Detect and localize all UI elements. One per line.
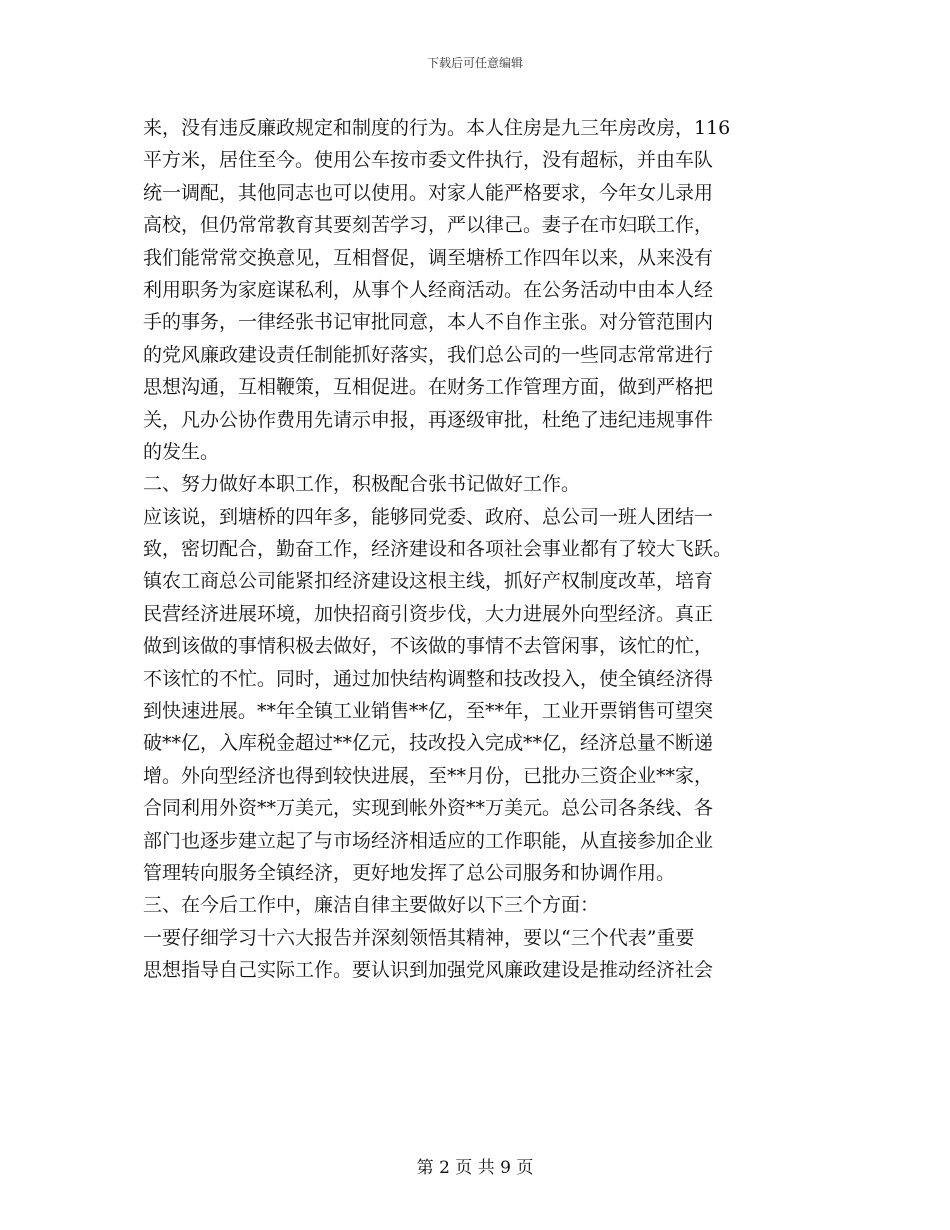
- text-line: 关，凡办公协作费用先请示申报，再逐级审批，杜绝了违纪违规事件: [143, 408, 714, 431]
- text-line: 的发生。: [143, 440, 220, 463]
- text-line: 民营经济进展环境，加快招商引资步伐，大力进展外向型经济。真正: [143, 602, 714, 625]
- text-line: 的党风廉政建设责任制能抓好落实，我们总公司的一些同志常常进行: [143, 343, 714, 366]
- section-heading: 三、在今后工作中，廉洁自律主要做好以下三个方面：: [143, 894, 600, 917]
- text-line: 增。外向型经济也得到较快进展，至**月份，已批办三资企业**家，: [143, 764, 714, 787]
- section-heading: 二、努力做好本职工作，积极配合张书记做好工作。: [143, 473, 581, 496]
- text-line: 统一调配，其他同志也可以使用。对家人能严格要求，今年女儿录用: [143, 181, 714, 204]
- text-line: 到快速进展。**年全镇工业销售**亿，至**年，工业开票销售可望突: [143, 700, 714, 723]
- text-line: 利用职务为家庭谋私利，从事个人经商活动。在公务活动中由本人经: [143, 278, 714, 301]
- text-line: 管理转向服务全镇经济，更好地发挥了总公司服务和协调作用。: [143, 861, 676, 884]
- text-line: 破**亿，入库税金超过**亿元，技改投入完成**亿，经济总量不断递: [143, 732, 714, 755]
- text-line: 部门也逐步建立起了与市场经济相适应的工作职能，从直接参加企业: [143, 829, 714, 852]
- text-line: 手的事务，一律经张书记审批同意，本人不自作主张。对分管范围内: [143, 311, 714, 334]
- text-line: 平方米，居住至今。使用公车按市委文件执行，没有超标，并由车队: [143, 149, 714, 172]
- text-line: 不该忙的不忙。同时，通过加快结构调整和技改投入，使全镇经济得: [143, 667, 714, 690]
- page-header: 下载后可任意编辑: [426, 56, 523, 70]
- text-line: 思想沟通，互相鞭策，互相促进。在财务工作管理方面，做到严格把: [143, 376, 714, 399]
- text-line: 镇农工商总公司能紧扣经济建设这根主线，抓好产权制度改革，培育: [143, 570, 714, 593]
- text-line: 来，没有违反廉政规定和制度的行为。本人住房是九三年房改房，116: [143, 117, 731, 139]
- text-line: 致，密切配合，勤奋工作，经济建设和各项社会事业都有了较大飞跃。: [143, 538, 733, 561]
- text-line: 做到该做的事情积极去做好，不该做的事情不去管闲事，该忙的忙，: [143, 635, 714, 658]
- text-line: 一要仔细学习十六大报告并深刻领悟其精神，要以“三个代表”重要: [143, 926, 695, 949]
- text-line: 高校，但仍常常教育其要刻苦学习，严以律己。妻子在市妇联工作，: [143, 214, 714, 237]
- text-line: 应该说，到塘桥的四年多，能够同党委、政府、总公司一班人团结一: [143, 505, 714, 528]
- text-line: 合同利用外资**万美元，实现到帐外资**万美元。总公司各条线、各: [143, 797, 714, 820]
- text-line: 思想指导自己实际工作。要认识到加强党风廉政建设是推动经济社会: [143, 959, 714, 982]
- document-body: [143, 112, 813, 987]
- text-line: 我们能常常交换意见，互相督促，调至塘桥工作四年以来，从来没有: [143, 246, 714, 269]
- page-number-footer: 第 2 页 共 9 页: [416, 1158, 534, 1178]
